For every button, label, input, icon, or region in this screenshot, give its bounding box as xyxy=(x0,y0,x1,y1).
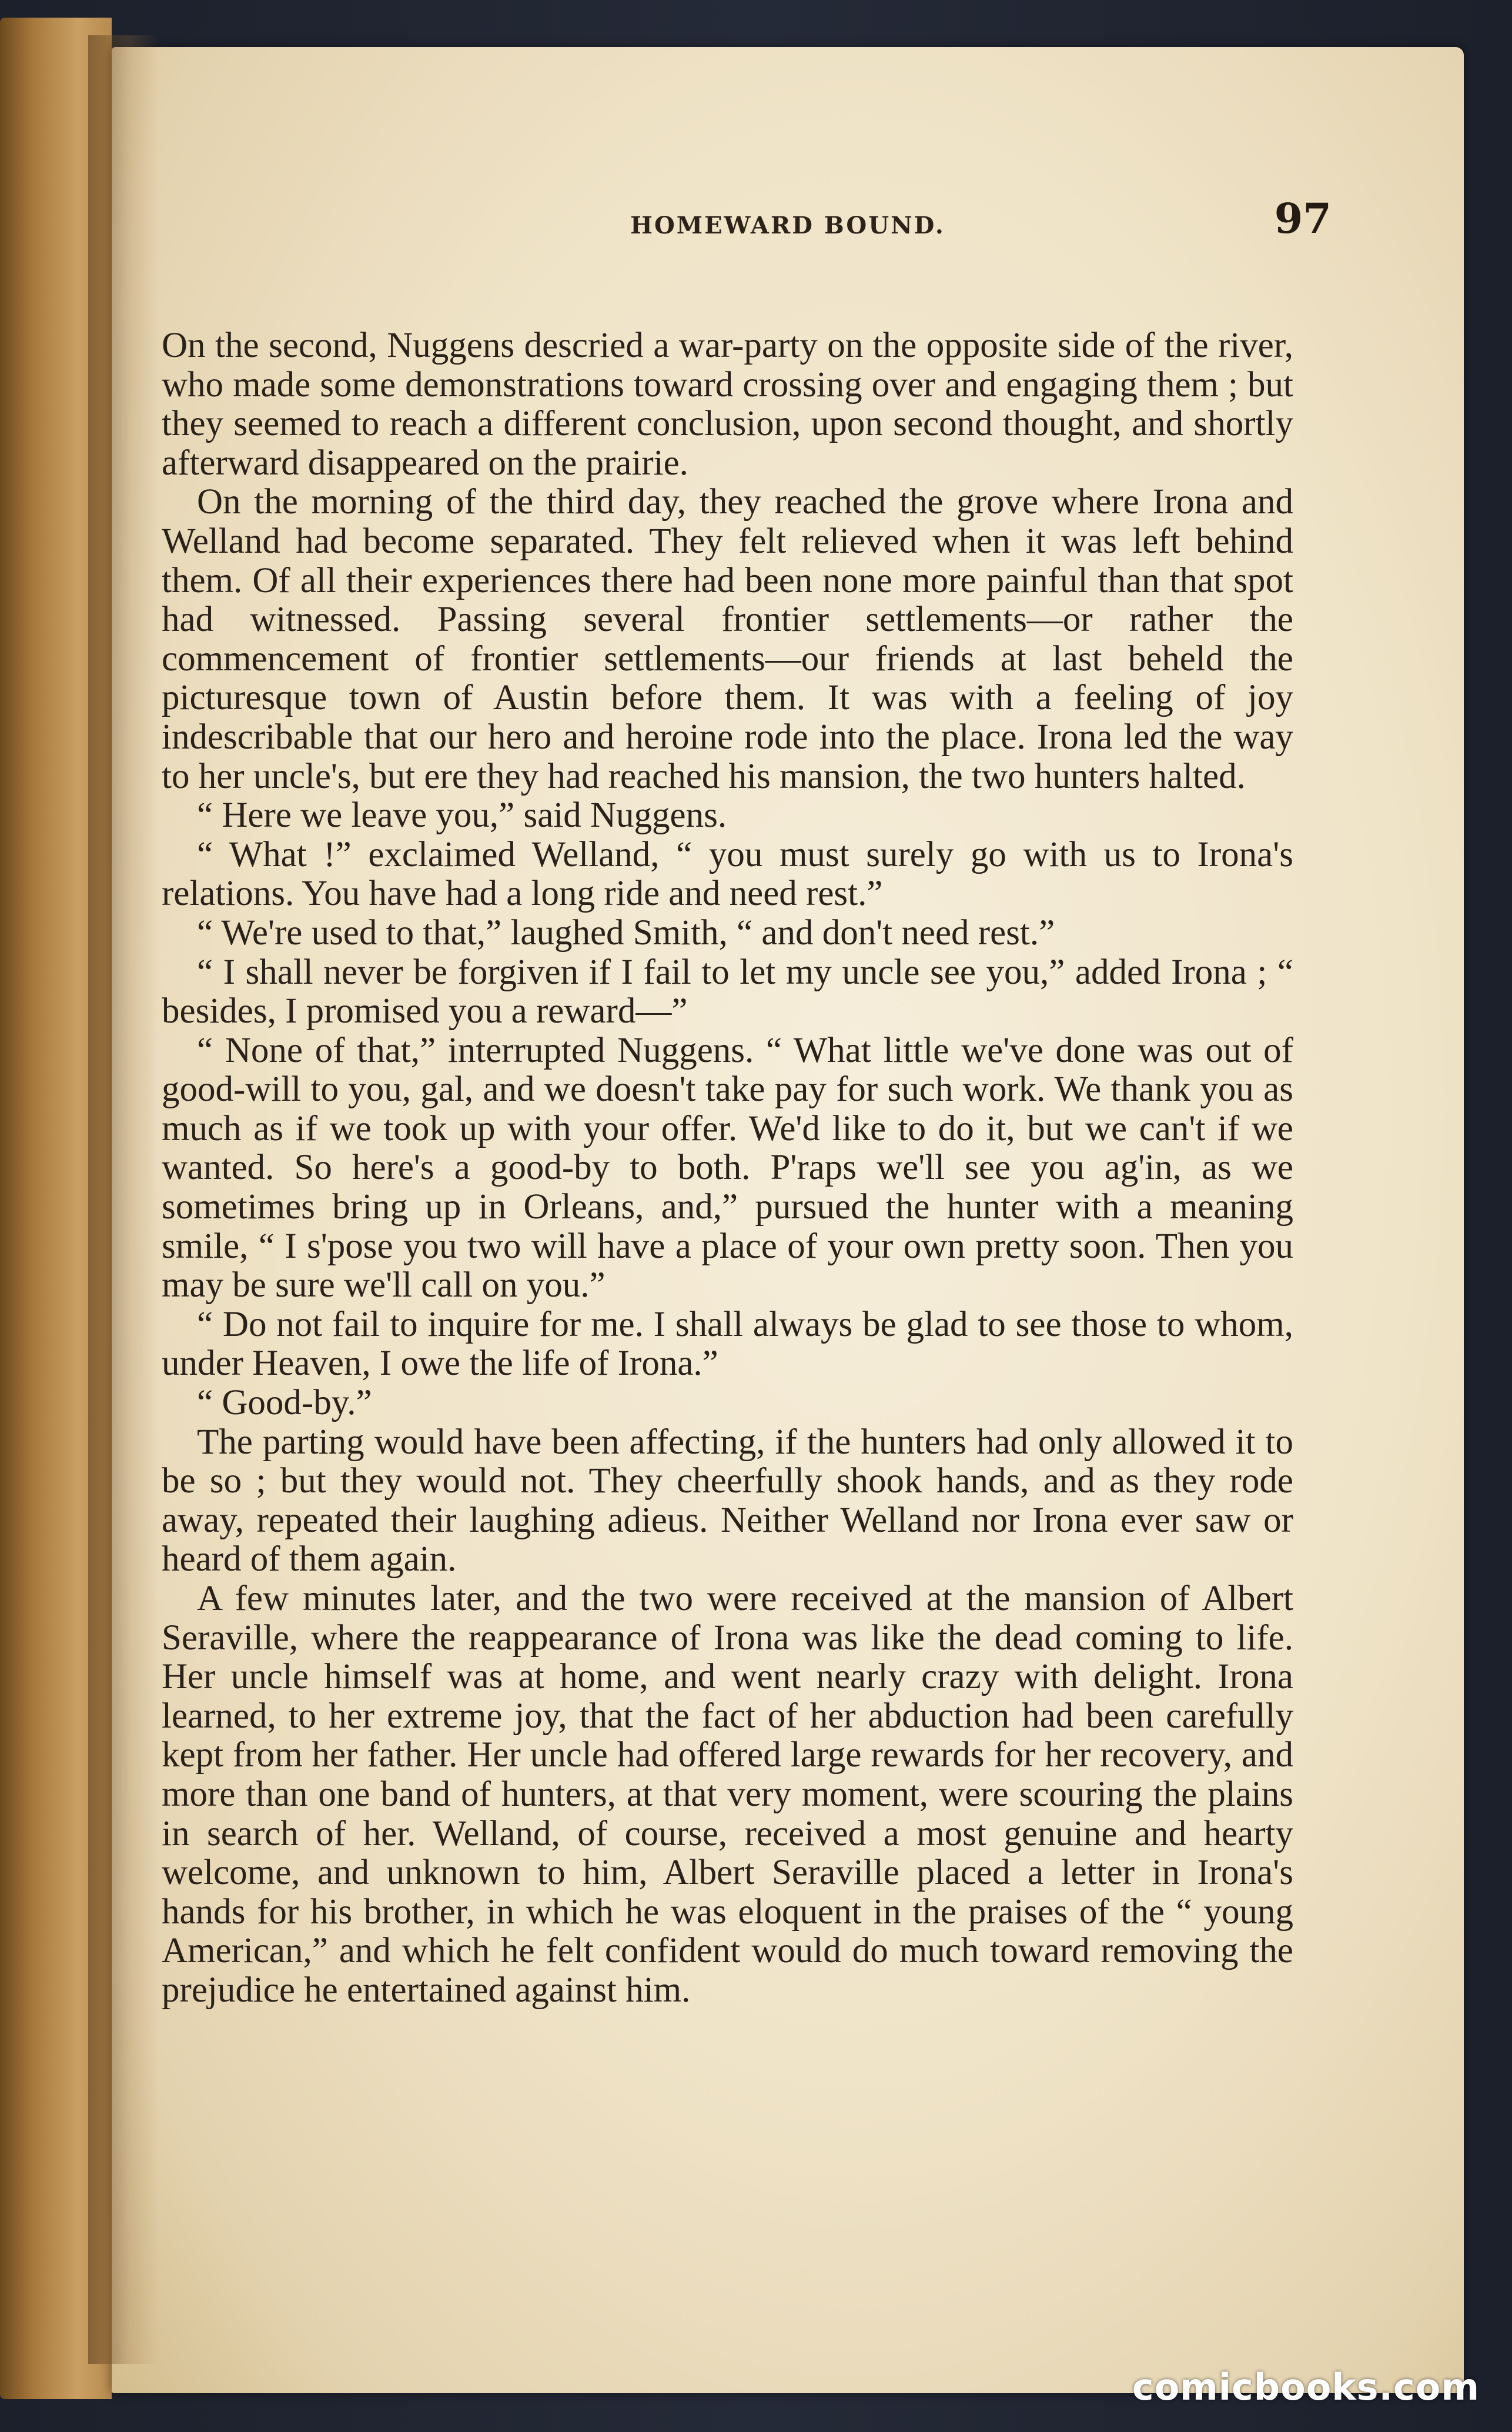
watermark-text: comicbooks.com xyxy=(1132,2366,1480,2408)
paragraph-7: “ None of that,” interrupted Nuggens. “ What little we've done was out of good-will to you, gal, and we doesn't take pay for such work. We thank you as much as if we took up with your offer. We'd like to do it, but we can't if we wanted. So here's a good-by to both. P'raps we'll see you ag'in, as we sometimes bring up in Orleans, and,” pursued the hunter with a meaning smile, “ I s'pose you two will have a place of your own pretty soon. Then you may be sure we'll call on you.” xyxy=(162,1030,1293,1305)
paragraph-5: “ We're used to that,” laughed Smith, “ and don't need rest.” xyxy=(197,913,1055,953)
book-page xyxy=(112,47,1464,2393)
paragraph-6: “ I shall never be forgiven if I fail to let my uncle see you,” added Irona ; “ besides, I promised you a reward—” xyxy=(162,952,1293,1031)
paragraph-8: “ Do not fail to inquire for me. I shall always be glad to see those to whom, under Heaven, I owe the life of Irona.” xyxy=(162,1304,1293,1384)
paragraph-3: “ Here we leave you,” said Nuggens. xyxy=(197,796,727,836)
paragraph-10: The parting would have been affecting, if the hunters had only allowed it to be so ; but they would not. They cheerfully shook hands, and as they rode away, repeated their laughing adieus. Neither Welland nor Irona ever saw or heard of them again. xyxy=(162,1422,1293,1579)
page-number: 97 xyxy=(1274,194,1332,243)
page-header xyxy=(112,194,1464,259)
book-spine-shadow xyxy=(88,35,159,2364)
running-head: HOMEWARD BOUND. xyxy=(630,212,945,239)
paragraph-2: On the morning of the third day, they reached the grove where Irona and Welland had become separated. They felt relieved when it was left behind them. Of all their experiences there had been none more painful than that spot had witnessed. Passing several frontier settlements—or rather the commencement of frontier settlements—our friends at last beheld the picturesque town of Austin before them. It was with a feeling of joy indescribable that our hero and heroine rode into the place. Irona led the way to her uncle's, but ere they had reached his mansion, the two hunters halted. xyxy=(162,482,1293,796)
paragraph-9: “ Good-by.” xyxy=(197,1383,372,1423)
paragraph-4: “ What !” exclaimed Welland, “ you must surely go with us to Irona's relations. You have had a long ride and need rest.” xyxy=(162,834,1293,914)
paragraph-1: On the second, Nuggens descried a war-party on the opposite side of the river, who made some demonstrations toward crossing over and engaging them ; but they seemed to reach a different conclusion, upon second thought, and shortly afterward disappeared on the prairie. xyxy=(162,326,1293,483)
body-text xyxy=(162,326,1293,2010)
paragraph-11: A few minutes later, and the two were received at the mansion of Albert Seraville, where the reappearance of Irona was like the dead coming to life. Her uncle himself was at home, and went nearly crazy with delight. Irona learned, to her extreme joy, that the fact of her abduction had been carefully kept from her father. Her uncle had offered large rewards for her recovery, and more than one band of hunters, at that very moment, were scouring the plains in search of her. Welland, of course, received a most genuine and hearty welcome, and unknown to him, Albert Seraville placed a letter in Irona's hands for his brother, in which he was eloquent in the praises of the “ young American,” and which he felt confident would do much toward removing the prejudice he entertained against him. xyxy=(162,1579,1293,2010)
